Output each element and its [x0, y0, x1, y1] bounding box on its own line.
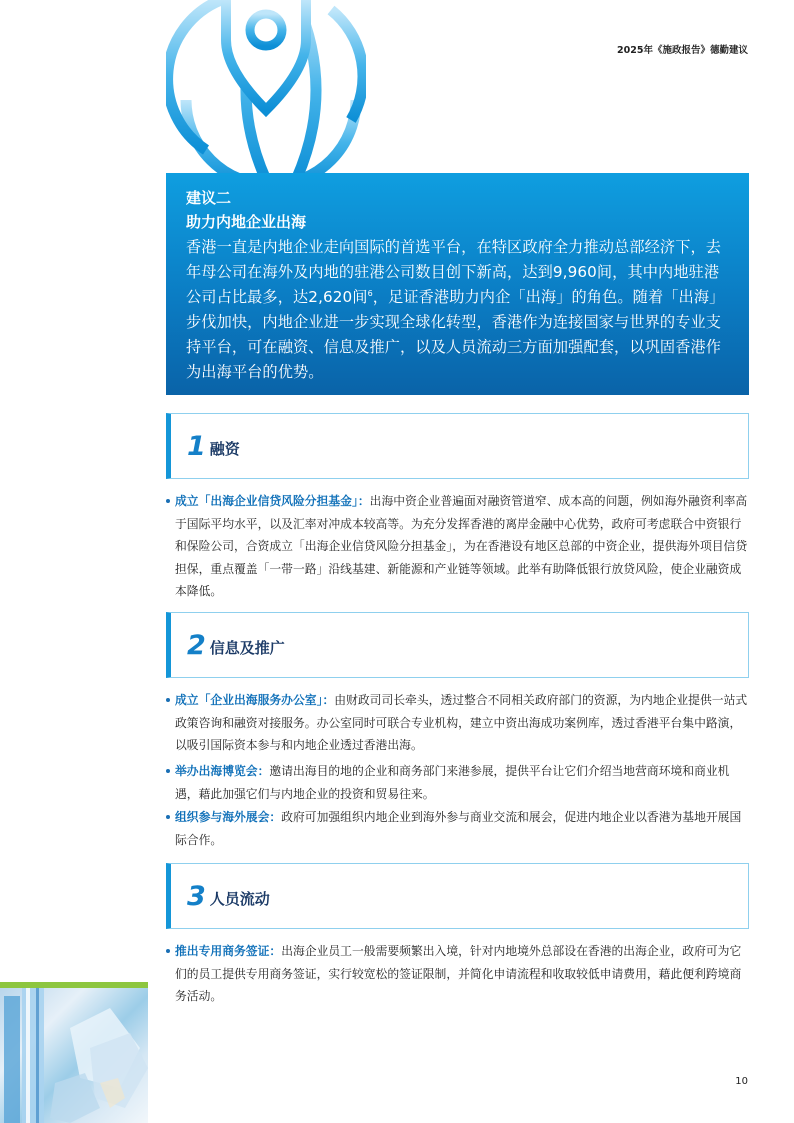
bullet-dot-icon: [166, 698, 170, 702]
section-header-info-promotion: [166, 612, 749, 678]
recommendation-title: 助力内地企业出海: [186, 213, 307, 231]
bullet-lead: 成立「企业出海服务办公室」：: [175, 693, 335, 707]
recommendation-label: 建议二: [186, 189, 232, 207]
bullet-item: [175, 940, 750, 1008]
bullet-text: 政府可加强组织内地企业到海外参与商业交流和展会，促进内地企业以香港为基地开展国际合作。: [175, 810, 742, 847]
bullet-dot-icon: [166, 815, 170, 819]
bullet-dot-icon: [166, 499, 170, 503]
crystal-decorative-image: [0, 988, 148, 1123]
section-header-financing: [166, 413, 749, 479]
section-title: 人员流动: [209, 889, 270, 908]
recommendation-box: [166, 173, 749, 395]
bullet-text: 邀请出海目的地的企业和商务部门来港参展，提供平台让它们介绍当地营商环境和商业机遇，藉此加强它们与内地企业的投资和贸易往来。: [175, 764, 730, 801]
recommendation-body-part2: ，足证香港助力内企「出海」的角色。随着「出海」步伐加快，内地企业进一步实现全球化转型，香港作为连接国家与世界的专业支持平台，可在融资、信息及推广，以及人员流动三方面加强配套，以巩固香港作为出海平台的优势。: [186, 288, 725, 381]
section-number: 2: [187, 629, 206, 661]
globe-location-pin-icon: [166, 0, 366, 180]
section-number: 3: [187, 880, 206, 912]
section-title: 信息及推广: [209, 638, 285, 657]
bullet-item: [175, 760, 750, 805]
bullet-item: [175, 806, 750, 851]
bullet-text: 由财政司司长牵头，透过整合不同相关政府部门的资源，为内地企业提供一站式政策咨询和融资对接服务。办公室同时可联合专业机构，建立中资出海成功案例库，透过香港平台集中路演，以吸引国际资本参与和内地企业透过香港出海。: [175, 693, 748, 752]
recommendation-body-part1: 香港一直是内地企业走向国际的首选平台，在特区政府全力推动总部经济下，去年母公司在海外及内地的驻港公司数目创下新高，达到9,960间，其中内地驻港公司占比最多，达2,620间: [186, 238, 722, 306]
section-title: 融资: [209, 439, 240, 458]
bullet-text: 出海中资企业普遍面对融资管道窄、成本高的问题，例如海外融资利率高于国际平均水平，以及汇率对冲成本较高等。为充分发挥香港的离岸金融中心优势，政府可考虑联合中资银行和保险公司，合资成立「出海企业信贷风险分担基金」，为在香港设有地区总部的中资企业，提供海外项目信贷担保，重点覆盖「一带一路」沿线基建、新能源和产业链等领域。此举有助降低银行放贷风险，使企业融资成本降低。: [175, 494, 748, 598]
bullet-item: [175, 689, 750, 757]
section-header-personnel-mobility: [166, 863, 749, 929]
bullet-lead: 举办出海博览会：: [175, 764, 270, 778]
bullet-text: 出海企业员工一般需要频繁出入境，针对内地境外总部设在香港的出海企业，政府可为它们的员工提供专用商务签证，实行较宽松的签证限制，并简化申请流程和收取较低申请费用，藉此便利跨境商务活动。: [175, 944, 742, 1003]
bullet-dot-icon: [166, 949, 170, 953]
document-header-title: 2025年《施政报告》德勤建议: [617, 45, 748, 56]
recommendation-body: [186, 235, 729, 385]
section-number: 1: [187, 430, 206, 462]
bullet-dot-icon: [166, 769, 170, 773]
bullet-item: [175, 490, 750, 603]
crystal-shapes-icon: [0, 988, 148, 1123]
bullet-lead: 组织参与海外展会：: [175, 810, 282, 824]
bullet-lead: 推出专用商务签证：: [175, 944, 282, 958]
bullet-lead: 成立「出海企业信贷风险分担基金」：: [175, 494, 370, 508]
footnote-marker: 6: [367, 288, 373, 298]
page-number: 10: [735, 1076, 748, 1087]
